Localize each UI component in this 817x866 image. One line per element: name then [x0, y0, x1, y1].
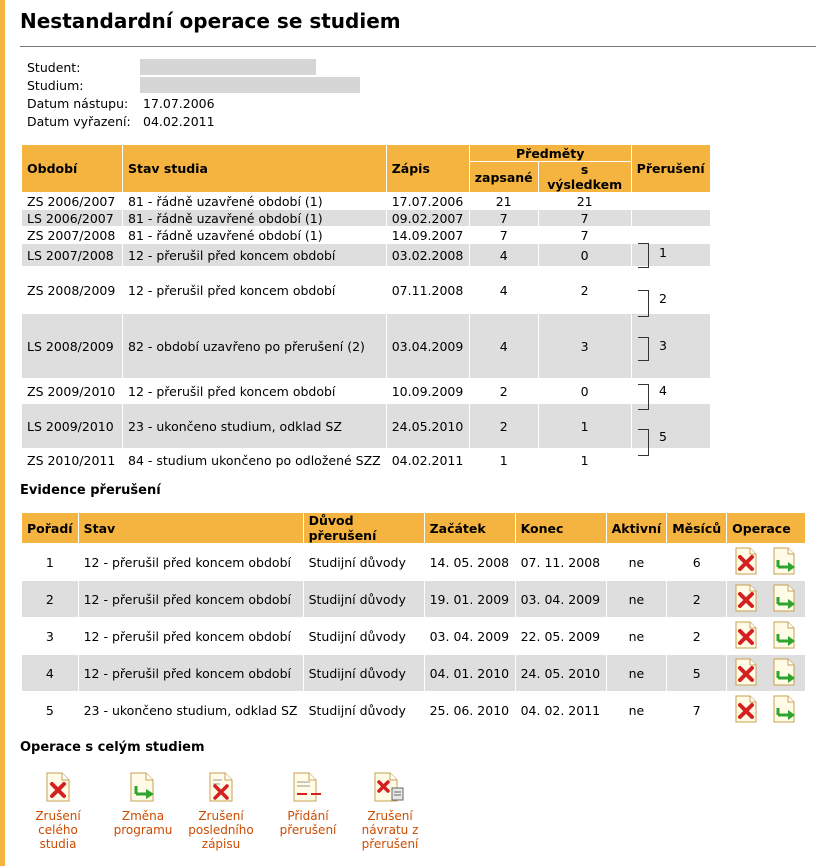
col-konec: Konec: [516, 513, 606, 543]
break-bracket-3: [638, 337, 649, 361]
cell-aktivni: ne: [607, 581, 667, 617]
table-row: [22, 449, 710, 471]
cell-zapis: 03.04.2009: [387, 314, 469, 378]
break-marker-5: 5: [659, 429, 667, 444]
cell-operace: [727, 544, 805, 580]
breaks-table: [21, 512, 806, 729]
periods-table: [21, 144, 711, 472]
cell-preruseni: [632, 227, 710, 243]
study-operations-title: Operace s celým studiem: [20, 740, 205, 755]
delete-document-icon[interactable]: [735, 658, 757, 689]
cell-aktivni: ne: [628, 628, 645, 644]
break-bracket-1: [638, 243, 649, 268]
op-change-program-button[interactable]: [107, 772, 179, 837]
cell-zapsane: 21: [495, 193, 512, 209]
cell-s-vysledkem: 0: [539, 244, 631, 266]
cell-s-vysledkem: 7: [580, 227, 589, 243]
cell-stav: 12 - přerušil před koncem období: [83, 628, 291, 644]
start-date-value: 17.07.2006: [143, 96, 215, 111]
table-row: [22, 692, 805, 728]
cell-stav: 82 - období uzavřeno po přerušení (2): [123, 314, 386, 378]
cell-aktivni: ne: [607, 655, 667, 691]
table-row: [22, 581, 805, 617]
cell-zapis: 04.02.2011: [391, 452, 464, 468]
cell-obdobi: ZS 2006/2007: [27, 193, 116, 209]
col-zapsane: zapsané: [470, 162, 538, 192]
col-duvod: Důvod přerušení: [304, 513, 424, 543]
break-marker-2: 2: [659, 291, 667, 306]
table-row: [22, 404, 710, 448]
cell-poradi: 2: [22, 581, 78, 617]
table-row: [22, 379, 710, 403]
cell-poradi: 3: [45, 628, 54, 644]
cell-s-vysledkem: 1: [539, 404, 631, 448]
cell-zapsane: 4: [499, 282, 508, 298]
cell-duvod: Studijní důvody: [308, 554, 406, 570]
page-title: Nestandardní operace se studiem: [20, 9, 401, 33]
student-label: Student:: [27, 60, 81, 75]
cell-stav: 84 - studium ukončeno po odložené SZZ: [128, 452, 381, 468]
cell-zapsane: 7: [470, 210, 538, 226]
break-bracket-2: [638, 290, 649, 317]
op-change-program-label: Změna programu: [113, 809, 173, 837]
cell-stav: 12 - přerušil před koncem období: [79, 581, 303, 617]
cell-obdobi: LS 2006/2007: [22, 210, 122, 226]
cell-konec: 04. 02. 2011: [520, 702, 601, 718]
cell-zacatek: 04. 01. 2010: [425, 655, 515, 691]
table-row: [22, 267, 710, 313]
cell-konec: 24. 05. 2010: [516, 655, 606, 691]
cell-obdobi: ZS 2007/2008: [27, 227, 116, 243]
col-predmety: Předměty: [470, 145, 631, 161]
cancel-return-icon: [354, 772, 426, 805]
cell-stav: 81 - řádně uzavřené období (1): [128, 193, 323, 209]
edit-document-icon[interactable]: [773, 658, 797, 689]
op-cancel-return-button[interactable]: [354, 772, 426, 851]
op-add-break-button[interactable]: [272, 772, 344, 837]
cell-poradi: 4: [22, 655, 78, 691]
cell-s-vysledkem: 2: [580, 282, 589, 298]
break-bracket-5: [638, 429, 649, 456]
cell-obdobi: LS 2008/2009: [22, 314, 122, 378]
cell-obdobi: LS 2009/2010: [22, 404, 122, 448]
col-stav-studia: Stav studia: [123, 145, 386, 192]
table-row: [22, 655, 805, 691]
col-operace: Operace: [727, 513, 805, 543]
cell-zapsane: 4: [470, 244, 538, 266]
cell-stav: 81 - řádně uzavřené období (1): [128, 227, 323, 243]
cell-mesicu: 5: [667, 655, 726, 691]
cell-duvod: Studijní důvody: [304, 655, 424, 691]
break-marker-1: 1: [659, 245, 667, 260]
delete-document-icon[interactable]: [735, 621, 757, 652]
table-row: [22, 193, 710, 209]
cell-mesicu: 2: [692, 628, 701, 644]
cell-preruseni: [632, 210, 710, 226]
cell-mesicu: 2: [667, 581, 726, 617]
cell-zapsane: 2: [499, 383, 508, 399]
cell-stav: 12 - přerušil před koncem období: [83, 554, 291, 570]
delete-document-icon[interactable]: [735, 547, 757, 578]
cell-zapis: 17.07.2006: [391, 193, 464, 209]
cell-s-vysledkem: 7: [539, 210, 631, 226]
cell-zapis: 10.09.2009: [391, 383, 464, 399]
col-mesicu: Měsíců: [667, 513, 726, 543]
cell-zacatek: 19. 01. 2009: [425, 581, 515, 617]
cell-obdobi: ZS 2009/2010: [27, 383, 116, 399]
left-accent-bar: [0, 0, 5, 866]
cell-stav: 12 - přerušil před koncem období: [123, 244, 386, 266]
op-cancel-study-button[interactable]: [22, 772, 94, 851]
cell-s-vysledkem: 21: [576, 193, 593, 209]
cell-zapis: 09.02.2007: [387, 210, 469, 226]
table-row: [22, 227, 710, 243]
cell-konec: 03. 04. 2009: [516, 581, 606, 617]
cell-zapis: 07.11.2008: [391, 282, 464, 298]
cell-zacatek: 14. 05. 2008: [429, 554, 510, 570]
break-marker-3: 3: [659, 338, 667, 353]
cell-preruseni: [632, 193, 710, 209]
periods-header-row: [22, 145, 710, 161]
cell-zapsane: 7: [499, 227, 508, 243]
cell-duvod: Studijní důvody: [308, 628, 406, 644]
redacted-student-name: [140, 59, 316, 75]
cell-konec: 22. 05. 2009: [520, 628, 601, 644]
delete-document-icon: [22, 772, 94, 805]
table-row: [22, 618, 805, 654]
delete-document-icon[interactable]: [735, 584, 757, 615]
cell-zapis: 03.02.2008: [387, 244, 469, 266]
cell-stav: 12 - přerušil před koncem období: [79, 655, 303, 691]
end-date-label: Datum vyřazení:: [27, 114, 131, 129]
edit-document-icon[interactable]: [773, 621, 797, 652]
op-cancel-return-label: Zrušení návratu z přerušení: [361, 809, 419, 851]
cell-stav: 12 - přerušil před koncem období: [128, 282, 336, 298]
cell-zapis: 24.05.2010: [387, 404, 469, 448]
col-zacatek: Začátek: [425, 513, 515, 543]
cell-stav: 23 - ukončeno studium, odklad SZ: [83, 702, 298, 718]
table-row: [22, 544, 805, 580]
breaks-header-row: [22, 513, 805, 543]
breaks-section-title: Evidence přerušení: [20, 483, 161, 498]
delete-document-icon[interactable]: [735, 695, 757, 726]
cell-duvod: Studijní důvody: [304, 581, 424, 617]
col-poradi: Pořadí: [22, 513, 78, 543]
cell-obdobi: ZS 2008/2009: [27, 282, 116, 298]
col-stav: Stav: [79, 513, 303, 543]
col-aktivni: Aktivní: [607, 513, 667, 543]
cell-konec: 07. 11. 2008: [520, 554, 601, 570]
cell-operace: [727, 581, 805, 617]
cell-obdobi: ZS 2010/2011: [27, 452, 116, 468]
cell-duvod: Studijní důvody: [308, 702, 406, 718]
edit-document-icon[interactable]: [773, 584, 797, 615]
cell-poradi: 1: [45, 554, 54, 570]
edit-document-icon[interactable]: [773, 695, 797, 726]
col-obdobi: Období: [22, 145, 122, 192]
op-cancel-study-label: Zrušení celého studia: [35, 809, 81, 851]
cell-zapis: 14.09.2007: [391, 227, 464, 243]
edit-document-icon[interactable]: [773, 547, 797, 578]
cell-mesicu: 7: [692, 702, 701, 718]
op-cancel-last-enrollment-button[interactable]: [185, 772, 257, 851]
cell-zacatek: 03. 04. 2009: [429, 628, 510, 644]
cell-s-vysledkem: 0: [580, 383, 589, 399]
col-preruseni: Přerušení: [632, 145, 710, 192]
cell-stav: 12 - přerušil před koncem období: [128, 383, 336, 399]
cell-aktivni: ne: [628, 702, 645, 718]
cell-zapsane: 4: [470, 314, 538, 378]
cell-stav: 81 - řádně uzavřené období (1): [123, 210, 386, 226]
add-break-icon: [272, 772, 344, 805]
op-add-break-label: Přidání přerušení: [279, 809, 337, 837]
cell-obdobi: LS 2007/2008: [22, 244, 122, 266]
cell-zapsane: 2: [470, 404, 538, 448]
cell-mesicu: 6: [692, 554, 701, 570]
cell-s-vysledkem: 3: [539, 314, 631, 378]
title-divider: [20, 46, 816, 47]
cell-poradi: 5: [45, 702, 54, 718]
table-row: [22, 314, 710, 378]
table-row: [22, 210, 710, 226]
end-date-value: 04.02.2011: [143, 114, 215, 129]
cell-aktivni: ne: [628, 554, 645, 570]
cell-zacatek: 25. 06. 2010: [429, 702, 510, 718]
change-document-icon: [107, 772, 179, 805]
study-label: Studium:: [27, 78, 84, 93]
col-zapis: Zápis: [387, 145, 469, 192]
cell-operace: [727, 655, 805, 691]
op-cancel-last-enrollment-label: Zrušení posledního zápisu: [188, 809, 254, 851]
break-bracket-4: [638, 384, 649, 410]
cell-s-vysledkem: 1: [580, 452, 589, 468]
cell-stav: 23 - ukončeno studium, odklad SZ: [123, 404, 386, 448]
cell-operace: [727, 618, 805, 654]
break-marker-4: 4: [659, 383, 667, 398]
cell-zapsane: 1: [499, 452, 508, 468]
cancel-enrollment-icon: [185, 772, 257, 805]
col-s-vysledkem: s výsledkem: [539, 162, 631, 192]
table-row: [22, 244, 710, 266]
redacted-study-name: [140, 77, 360, 93]
cell-operace: [727, 692, 805, 728]
start-date-label: Datum nástupu:: [27, 96, 129, 111]
